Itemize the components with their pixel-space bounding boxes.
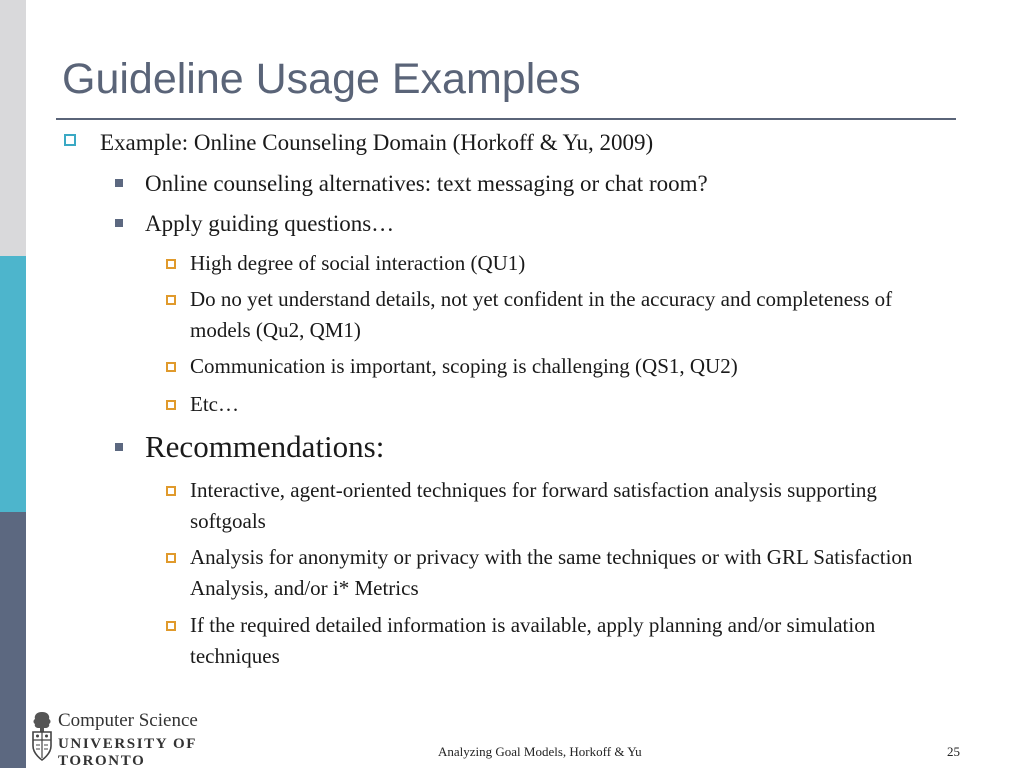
- bullet-text: Etc…: [190, 392, 239, 416]
- small-hollow-square-bullet-icon: [166, 295, 176, 305]
- small-hollow-square-bullet-icon: [166, 400, 176, 410]
- bullet-text: Do no yet understand details, not yet confident in the accuracy and completeness of models (Qu2, QM1): [190, 287, 893, 342]
- bullet-item-level1: [100, 127, 653, 158]
- bullet-text: Example: Online Counseling Domain (Horkoff & Yu, 2009): [100, 130, 654, 155]
- sidebar-band-bottom: [0, 512, 26, 768]
- sidebar-band-top: [0, 0, 26, 256]
- filled-square-bullet-icon: [115, 179, 123, 187]
- university-logo: [30, 708, 280, 769]
- bullet-text: If the required detailed information is available, apply planning and/or simulation techniques: [190, 613, 876, 668]
- bullet-item-level2: [145, 429, 384, 465]
- bullet-text: High degree of social interaction (QU1): [190, 251, 526, 275]
- hollow-square-bullet-icon: [64, 134, 76, 146]
- bullet-item-level3: [190, 610, 950, 672]
- footer-center-text: Analyzing Goal Models, Horkoff & Yu: [438, 744, 642, 759]
- sidebar-band-middle: [0, 256, 26, 512]
- logo-university-name: UNIVERSITY OF TORONTO: [58, 736, 197, 769]
- small-hollow-square-bullet-icon: [166, 553, 176, 563]
- filled-square-bullet-icon: [115, 443, 123, 451]
- crest-icon: [30, 710, 54, 762]
- slide-title: Guideline Usage Examples: [62, 55, 581, 103]
- page-number: 25: [947, 744, 960, 759]
- small-hollow-square-bullet-icon: [166, 621, 176, 631]
- bullet-text: Analysis for anonymity or privacy with the same techniques or with GRL Satisfaction Analysis, and/or i* Metrics: [190, 545, 913, 600]
- bullet-item-level2: [145, 168, 708, 199]
- bullet-text: Apply guiding questions…: [145, 211, 395, 236]
- bullet-text: Recommendations:: [145, 429, 385, 464]
- title-underline: [56, 118, 956, 120]
- bullet-text: Communication is important, scoping is challenging (QS1, QU2): [190, 354, 738, 378]
- bullet-item-level3: [190, 542, 950, 604]
- bullet-item-level3: [190, 351, 950, 382]
- filled-square-bullet-icon: [115, 219, 123, 227]
- small-hollow-square-bullet-icon: [166, 486, 176, 496]
- bullet-item-level3: [190, 475, 950, 537]
- bullet-text: Interactive, agent-oriented techniques for forward satisfaction analysis supporting softgoals: [190, 478, 877, 533]
- bullet-item-level2: [145, 208, 394, 239]
- left-sidebar-decoration: [0, 0, 26, 768]
- bullet-item-level3: [190, 248, 950, 279]
- bullet-item-level3: [190, 284, 950, 346]
- small-hollow-square-bullet-icon: [166, 259, 176, 269]
- bullet-text: Online counseling alternatives: text messaging or chat room?: [145, 171, 708, 196]
- small-hollow-square-bullet-icon: [166, 362, 176, 372]
- logo-department-name: Computer Science: [58, 710, 198, 731]
- bullet-item-level3: [190, 389, 950, 420]
